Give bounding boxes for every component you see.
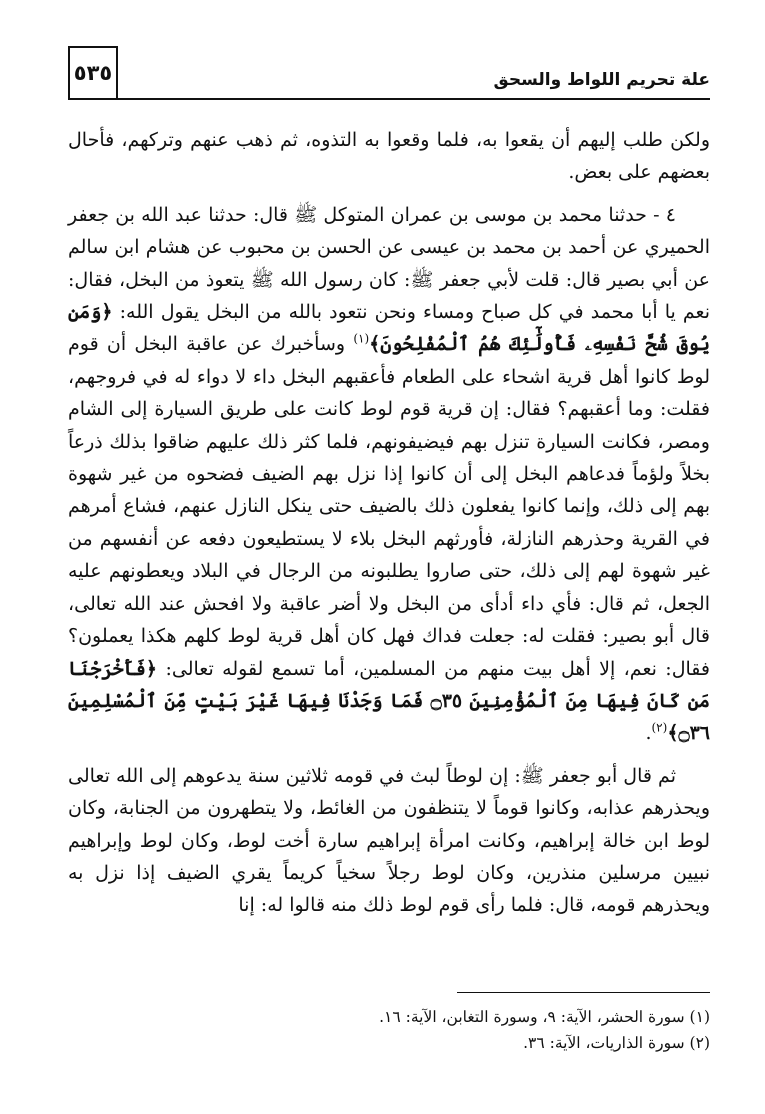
footnotes bbox=[68, 1004, 710, 1056]
footnote-ref-1: (١) bbox=[353, 332, 370, 347]
footnote-2: (٢) سورة الذاريات، الآية: ٣٦. bbox=[523, 1034, 710, 1052]
page-number: ٥٣٥ bbox=[68, 46, 118, 100]
paragraph-2 bbox=[68, 199, 710, 750]
header-rule bbox=[116, 98, 710, 100]
paragraph-2-text-a: ٤ - حدثنا محمد بن موسى بن عمران المتوكل ﷺ قال: حدثنا عبد الله بن جعفر الحميري عن أحمد بن محمد بن عيسى عن الحسن بن محبوب عن هشام ابن سالم عن أبي بصير قال: قلت لأبي جعفر ﷺ: كان رسول الله ﷺ يتعوذ من البخل، فقال: نعم يا أبا محمد في كل صباح ومساء ونحن نتعود بالله من البخل يقول الله: bbox=[68, 203, 710, 324]
page-header bbox=[68, 46, 710, 108]
paragraph-1: ولكن طلب إليهم أن يقعوا به، فلما وقعوا به التذوه، ثم ذهب عنهم وتركهم، فأحال بعضهم على بعض. bbox=[68, 129, 710, 184]
quran-verse-1: ﴿وَمَن يُوقَ شُحَّ نَفْسِهِۦ فَأُولَٰٓئِكَ هُمُ ٱلْمُفْلِحُونَ﴾ bbox=[68, 301, 710, 356]
footnote-1: (١) سورة الحشر، الآية: ٩، وسورة التغابن، الآية: ١٦. bbox=[379, 1008, 710, 1026]
main-text bbox=[68, 124, 710, 922]
paragraph-3: ثم قال أبو جعفر ﷺ: إن لوطاً لبث في قومه ثلاثين سنة يدعوهم إلى الله تعالى ويحذرهم عذابه، وكانوا قوماً لا يتنظفون من الغائط، ولا يتطهرون من الجنابة، وكان لوط ابن خالة إبراهيم، وكانت امرأة إبراهيم سارة أخت لوط، وكان لوط وإبراهيم نبيين مرسلين منذرين، وكان لوط رجلاً سخياً كريماً يقري الضيف إذا نزل به ويحذرهم قومه، قال: فلما رأى قوم لوط ذلك منه قالوا له: إنا bbox=[68, 764, 710, 917]
footnote-ref-2: (٢) bbox=[651, 720, 668, 735]
paragraph-2-end: . bbox=[645, 722, 652, 745]
quran-verse-2: ﴿فَأَخْرَجْنَا مَن كَانَ فِيهَا مِنَ ٱلْمُؤْمِنِينَ ۝٣٥ فَمَا وَجَدْنَا فِيهَا غَيْرَ بَيْتٍ مِّنَ ٱلْمُسْلِمِينَ ۝٣٦﴾ bbox=[68, 657, 710, 745]
footnote-rule bbox=[457, 992, 710, 993]
header-divider-vertical bbox=[116, 46, 118, 100]
running-title: علة تحريم اللواط والسحق bbox=[493, 70, 710, 90]
paragraph-2-text-b: وسأخبرك عن عاقبة البخل أن قوم لوط كانوا أهل قرية اشحاء على الطعام فأعقبهم البخل داء لا دواء له في فروجهم، فقلت: وما أعقبهم؟ فقال: إن قرية قوم لوط كانت على طريق السيارة إلى الشام ومصر، فكانت السيارة تنزل بهم فيضيفونهم، فلما كثر ذلك عليهم ضاقوا بذلك ذرعاً بخلاً ولؤماً فدعاهم البخل إلى أن كانوا إذا نزل بهم الضيف فضحوه من غير شهوة بهم إلى ذلك، وإنما كانوا يفعلون ذلك بالضيف حتى ينكل النازل عنهم، فشاع أمرهم في القرية وحذرهم النازلة، فأورثهم البخل بلاء لا يستطيعون دفعه عن أنفسهم من غير شهوة لهم إلى ذلك، حتى صاروا يطلبونه من الرجال في البلاد ويعطونهم عليه الجعل، ثم قال: فأي داء أدأى من البخل ولا أضر عاقبة ولا افحش عند الله تعالى، قال أبو بصير: فقلت له: جعلت فداك فهل كان أهل قرية لوط كلهم هكذا يعملون؟ فقال: نعم، إلا أهل بيت منهم من المسلمين، أما تسمع لقوله تعالى: bbox=[68, 333, 710, 680]
